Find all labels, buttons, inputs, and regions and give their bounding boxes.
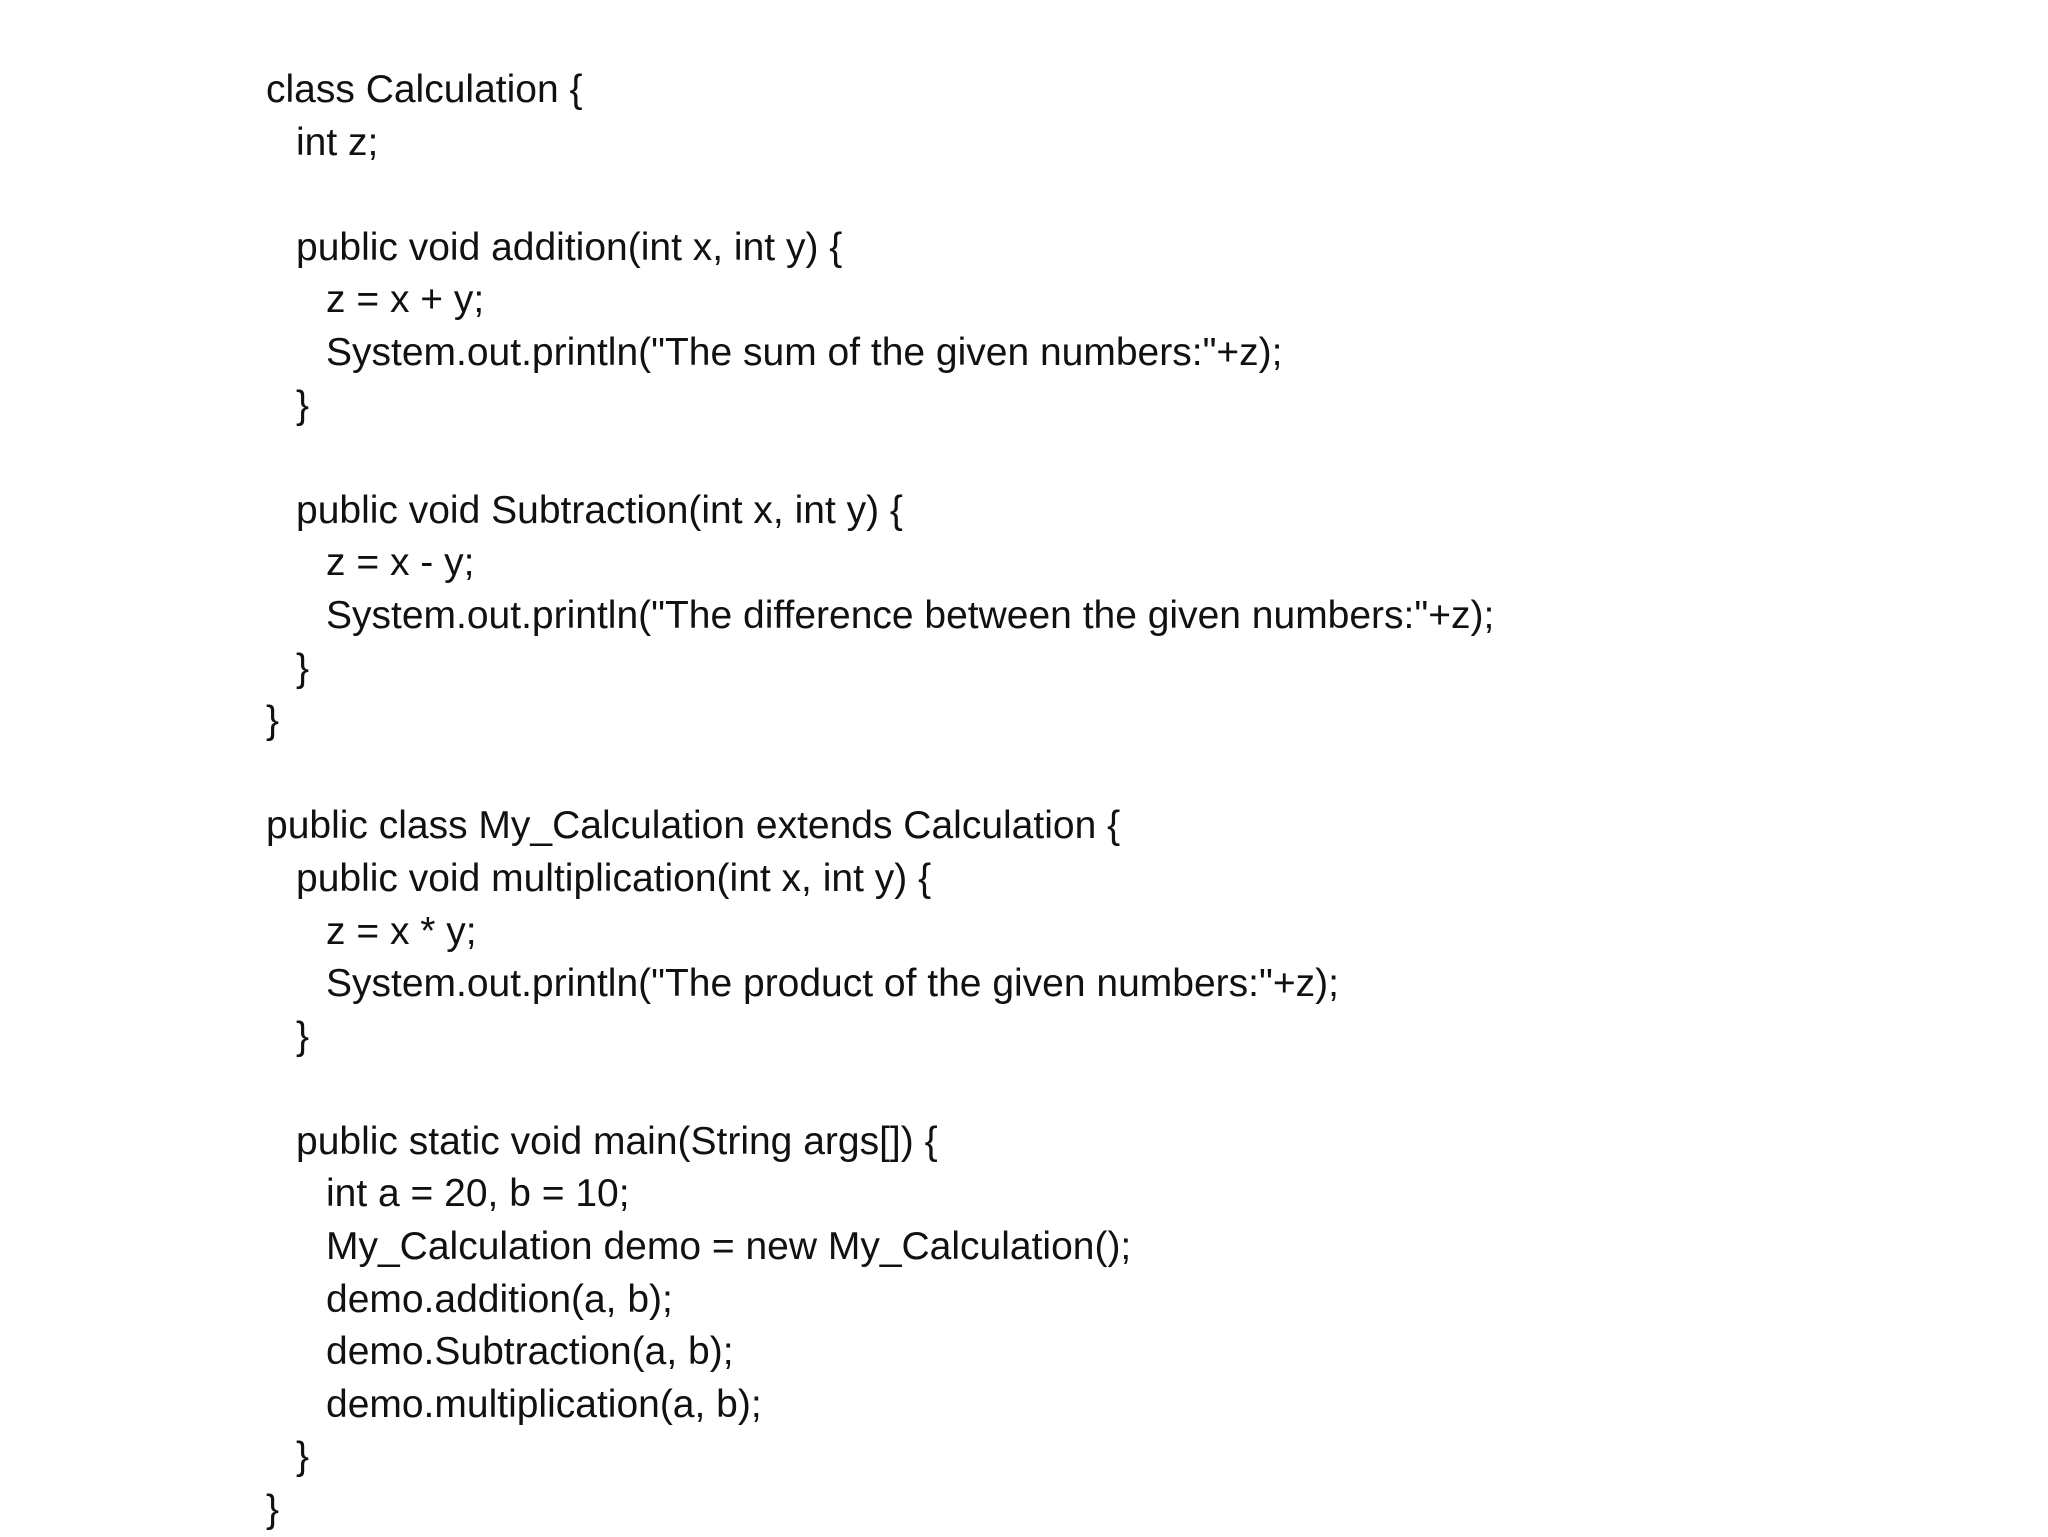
code-line: public void Subtraction(int x, int y) { bbox=[296, 488, 903, 532]
code-line: } bbox=[266, 699, 280, 743]
blank-line bbox=[266, 432, 1494, 485]
code-line: demo.multiplication(a, b); bbox=[326, 1382, 762, 1426]
code-line: public class My_Calculation extends Calculation { bbox=[266, 804, 1121, 848]
blank-line bbox=[266, 748, 1494, 801]
code-line: My_Calculation demo = new My_Calculation(); bbox=[326, 1225, 1132, 1269]
code-line: System.out.println("The product of the given numbers:"+z); bbox=[326, 962, 1339, 1006]
code-line: z = x * y; bbox=[326, 909, 477, 953]
code-line: demo.Subtraction(a, b); bbox=[326, 1330, 734, 1374]
code-line: System.out.println("The difference between the given numbers:"+z); bbox=[326, 593, 1495, 637]
code-line: public void addition(int x, int y) { bbox=[296, 225, 843, 269]
code-line: public static void main(String args[]) { bbox=[296, 1119, 938, 1163]
code-line: } bbox=[296, 383, 310, 427]
blank-line bbox=[266, 169, 1494, 222]
code-line: } bbox=[296, 1435, 310, 1479]
code-block bbox=[266, 64, 1494, 1537]
code-line: } bbox=[296, 646, 310, 690]
code-line: z = x + y; bbox=[326, 278, 485, 322]
code-line: } bbox=[266, 1488, 280, 1532]
code-line: } bbox=[296, 1014, 310, 1058]
code-line: class Calculation { bbox=[266, 68, 583, 111]
code-line: public void multiplication(int x, int y) { bbox=[296, 856, 932, 900]
code-line: demo.addition(a, b); bbox=[326, 1277, 673, 1321]
code-line: z = x - y; bbox=[326, 541, 475, 585]
code-line: int a = 20, b = 10; bbox=[326, 1172, 630, 1216]
code-line: int z; bbox=[296, 120, 379, 164]
blank-line bbox=[266, 1063, 1494, 1116]
code-line: System.out.println("The sum of the given numbers:"+z); bbox=[326, 330, 1283, 374]
